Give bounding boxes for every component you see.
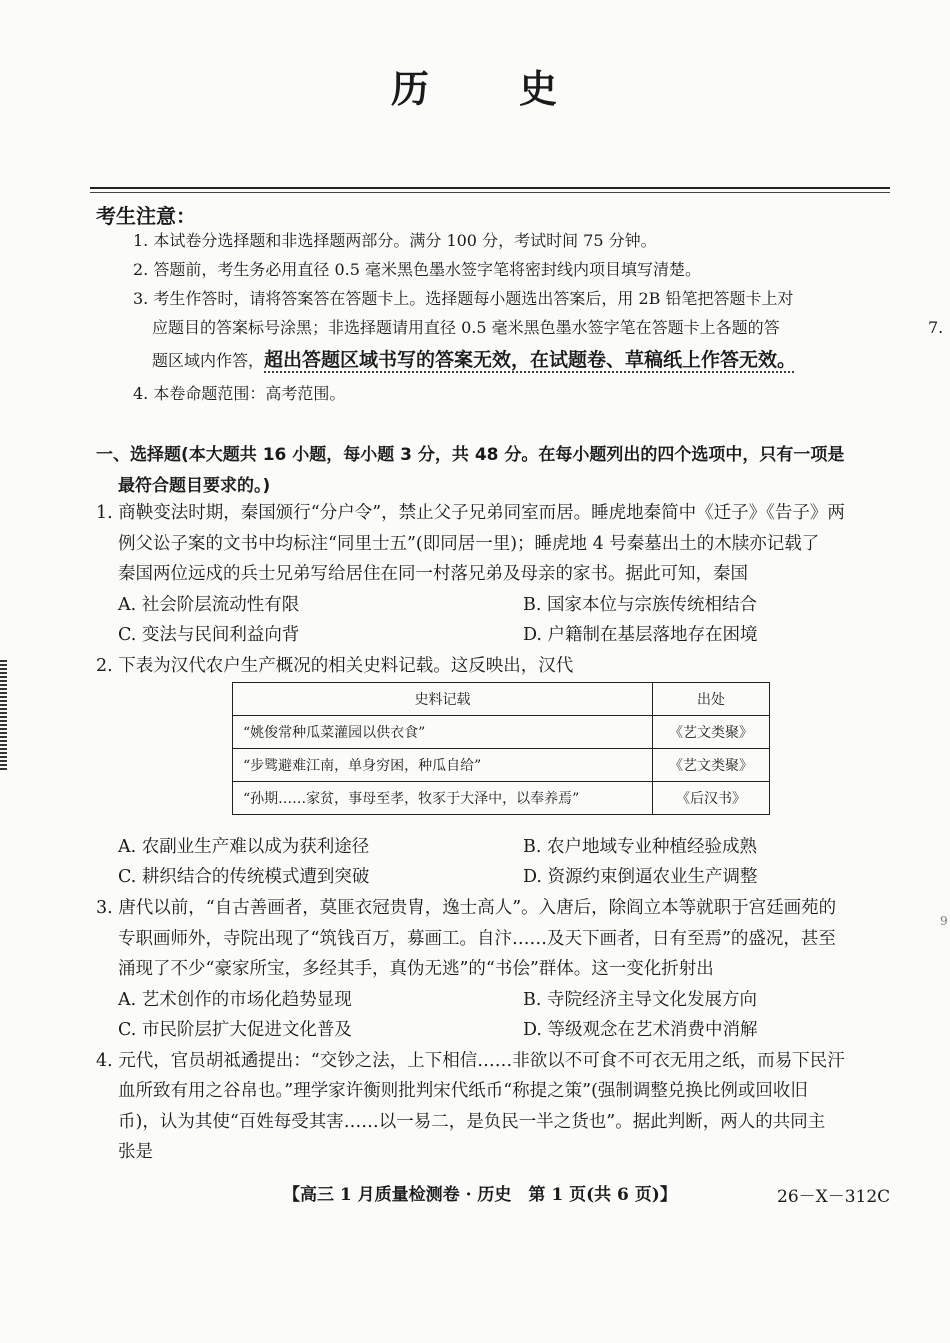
notice-heading: 考生注意： (96, 204, 196, 228)
margin-number: 7. (928, 318, 944, 337)
section-heading: 一、选择题(本大题共 16 小题，每小题 3 分，共 48 分。在每小题列出的四个选项中，只有一项是 (96, 445, 845, 465)
header-rule-thin (90, 192, 890, 193)
question-1-option-a[interactable]: A. 社会阶层流动性有限 (118, 595, 300, 615)
table-cell-source: “姚俊常种瓜菜灌园以供衣食” (233, 716, 653, 749)
question-2-option-b[interactable]: B. 农户地域专业种植经验成熟 (523, 837, 757, 857)
notice-item-3-end (152, 345, 796, 372)
title-char-2: 史 (519, 66, 560, 111)
table-cell-source: “步骘避难江南，单身穷困，种瓜自给” (233, 749, 653, 782)
question-3-option-d[interactable]: D. 等级观念在艺术消费中消解 (523, 1020, 758, 1040)
notice-item-1: 1. 本试卷分选择题和非选择题两部分。满分 100 分，考试时间 75 分钟。 (133, 231, 657, 250)
table-header-row (233, 683, 770, 716)
margin-mark: 9 (940, 914, 948, 928)
question-1-option-b[interactable]: B. 国家本位与宗族传统相结合 (523, 595, 757, 615)
question-1-option-c[interactable]: C. 变法与民间利益向背 (118, 625, 300, 645)
notice-item-3-cont: 应题目的答案标号涂黑；非选择题请用直径 0.5 毫米黑色墨水签字笔在答题卡上各题的答 (152, 318, 780, 337)
question-3-line-2: 专职画师外，寺院出现了“筑钱百万，募画工。自汴……及天下画者，日有至焉”的盛况，甚至 (118, 929, 836, 949)
question-2-option-c[interactable]: C. 耕织结合的传统模式遭到突破 (118, 867, 370, 887)
notice-item-3: 3. 考生作答时，请将答案答在答题卡上。选择题每小题选出答案后，用 2B 铅笔把答题卡上对 (133, 289, 794, 308)
question-1-line-3: 秦国两位远戍的兵士兄弟写给居住在同一村落兄弟及母亲的家书。据此可知，秦国 (118, 564, 748, 584)
table-row (233, 782, 770, 815)
question-4-line-2: 血所致有用之谷帛也。”理学家许衡则批判宋代纸币“称提之策”(强制调整兑换比例或回收旧 (118, 1081, 808, 1101)
question-2-option-a[interactable]: A. 农副业生产难以成为获利途径 (118, 837, 370, 857)
question-3-line-3: 涌现了不少“豪家所宝，多经其手，真伪无逃”的“书侩”群体。这一变化折射出 (118, 959, 714, 979)
exam-code: 26－X－312C (777, 1187, 891, 1207)
header-rule (90, 187, 890, 189)
title-char-1: 历 (390, 66, 431, 111)
question-4-line-3: 币)，认为其使“百姓每受其害……以一易二，是负民一半之货也”。据此判断，两人的共同主 (118, 1112, 826, 1132)
page-footer: 【高三 1 月质量检测卷 · 历史 第 1 页(共 6 页)】 (283, 1185, 677, 1205)
table-cell-origin: 《艺文类聚》 (653, 749, 770, 782)
notice-emphasis: 超出答题区域书写的答案无效，在试题卷、草稿纸上作答无效。 (264, 349, 797, 371)
table-row (233, 749, 770, 782)
question-3-line-1: 3. 唐代以前，“自古善画者，莫匪衣冠贵胄，逸士高人”。入唐后，除阎立本等就职于宫廷画苑的 (96, 898, 837, 918)
table-row (233, 716, 770, 749)
question-4-line-4: 张是 (118, 1142, 153, 1162)
question-3-option-b[interactable]: B. 寺院经济主导文化发展方向 (523, 990, 757, 1010)
question-2-option-d[interactable]: D. 资源约束倒逼农业生产调整 (523, 867, 758, 887)
question-2-line-1: 2. 下表为汉代农户生产概况的相关史料记载。这反映出，汉代 (96, 656, 574, 676)
question-2-source-table (232, 682, 770, 815)
question-3-option-c[interactable]: C. 市民阶层扩大促进文化普及 (118, 1020, 352, 1040)
question-3-option-a[interactable]: A. 艺术创作的市场化趋势显现 (118, 990, 352, 1010)
notice-item-3-tail: 题区域内作答， (152, 351, 265, 370)
table-cell-origin: 《后汉书》 (653, 782, 770, 815)
question-1-line-1: 1. 商鞅变法时期，秦国颁行“分户令”，禁止父子兄弟同室而居。睡虎地秦简中《迁子》《告子》两 (96, 503, 845, 523)
notice-item-4: 4. 本卷命题范围：高考范围。 (133, 384, 346, 403)
question-1-line-2: 例父讼子案的文书中均标注“同里士五”(即同居一里)；睡虎地 4 号秦墓出土的木牍亦记载了 (118, 534, 820, 554)
section-heading-cont: 最符合题目要求的。) (118, 476, 271, 496)
question-1-option-d[interactable]: D. 户籍制在基层落地存在困境 (523, 625, 758, 645)
notice-item-2: 2. 答题前，考生务必用直径 0.5 毫米黑色墨水签字笔将密封线内项目填写清楚。 (133, 260, 701, 279)
page-title (0, 58, 950, 113)
table-cell-source: “孙期……家贫，事母至孝，牧豕于大泽中，以奉养焉” (233, 782, 653, 815)
table-header-origin: 出处 (653, 683, 770, 716)
table-cell-origin: 《艺文类聚》 (653, 716, 770, 749)
table-header-source: 史料记载 (233, 683, 653, 716)
question-4-line-1: 4. 元代，官员胡祗遹提出：“交钞之法，上下相信……非欲以不可食不可衣无用之纸，而易下民汗 (96, 1051, 845, 1071)
binding-edge-marks (0, 660, 7, 770)
